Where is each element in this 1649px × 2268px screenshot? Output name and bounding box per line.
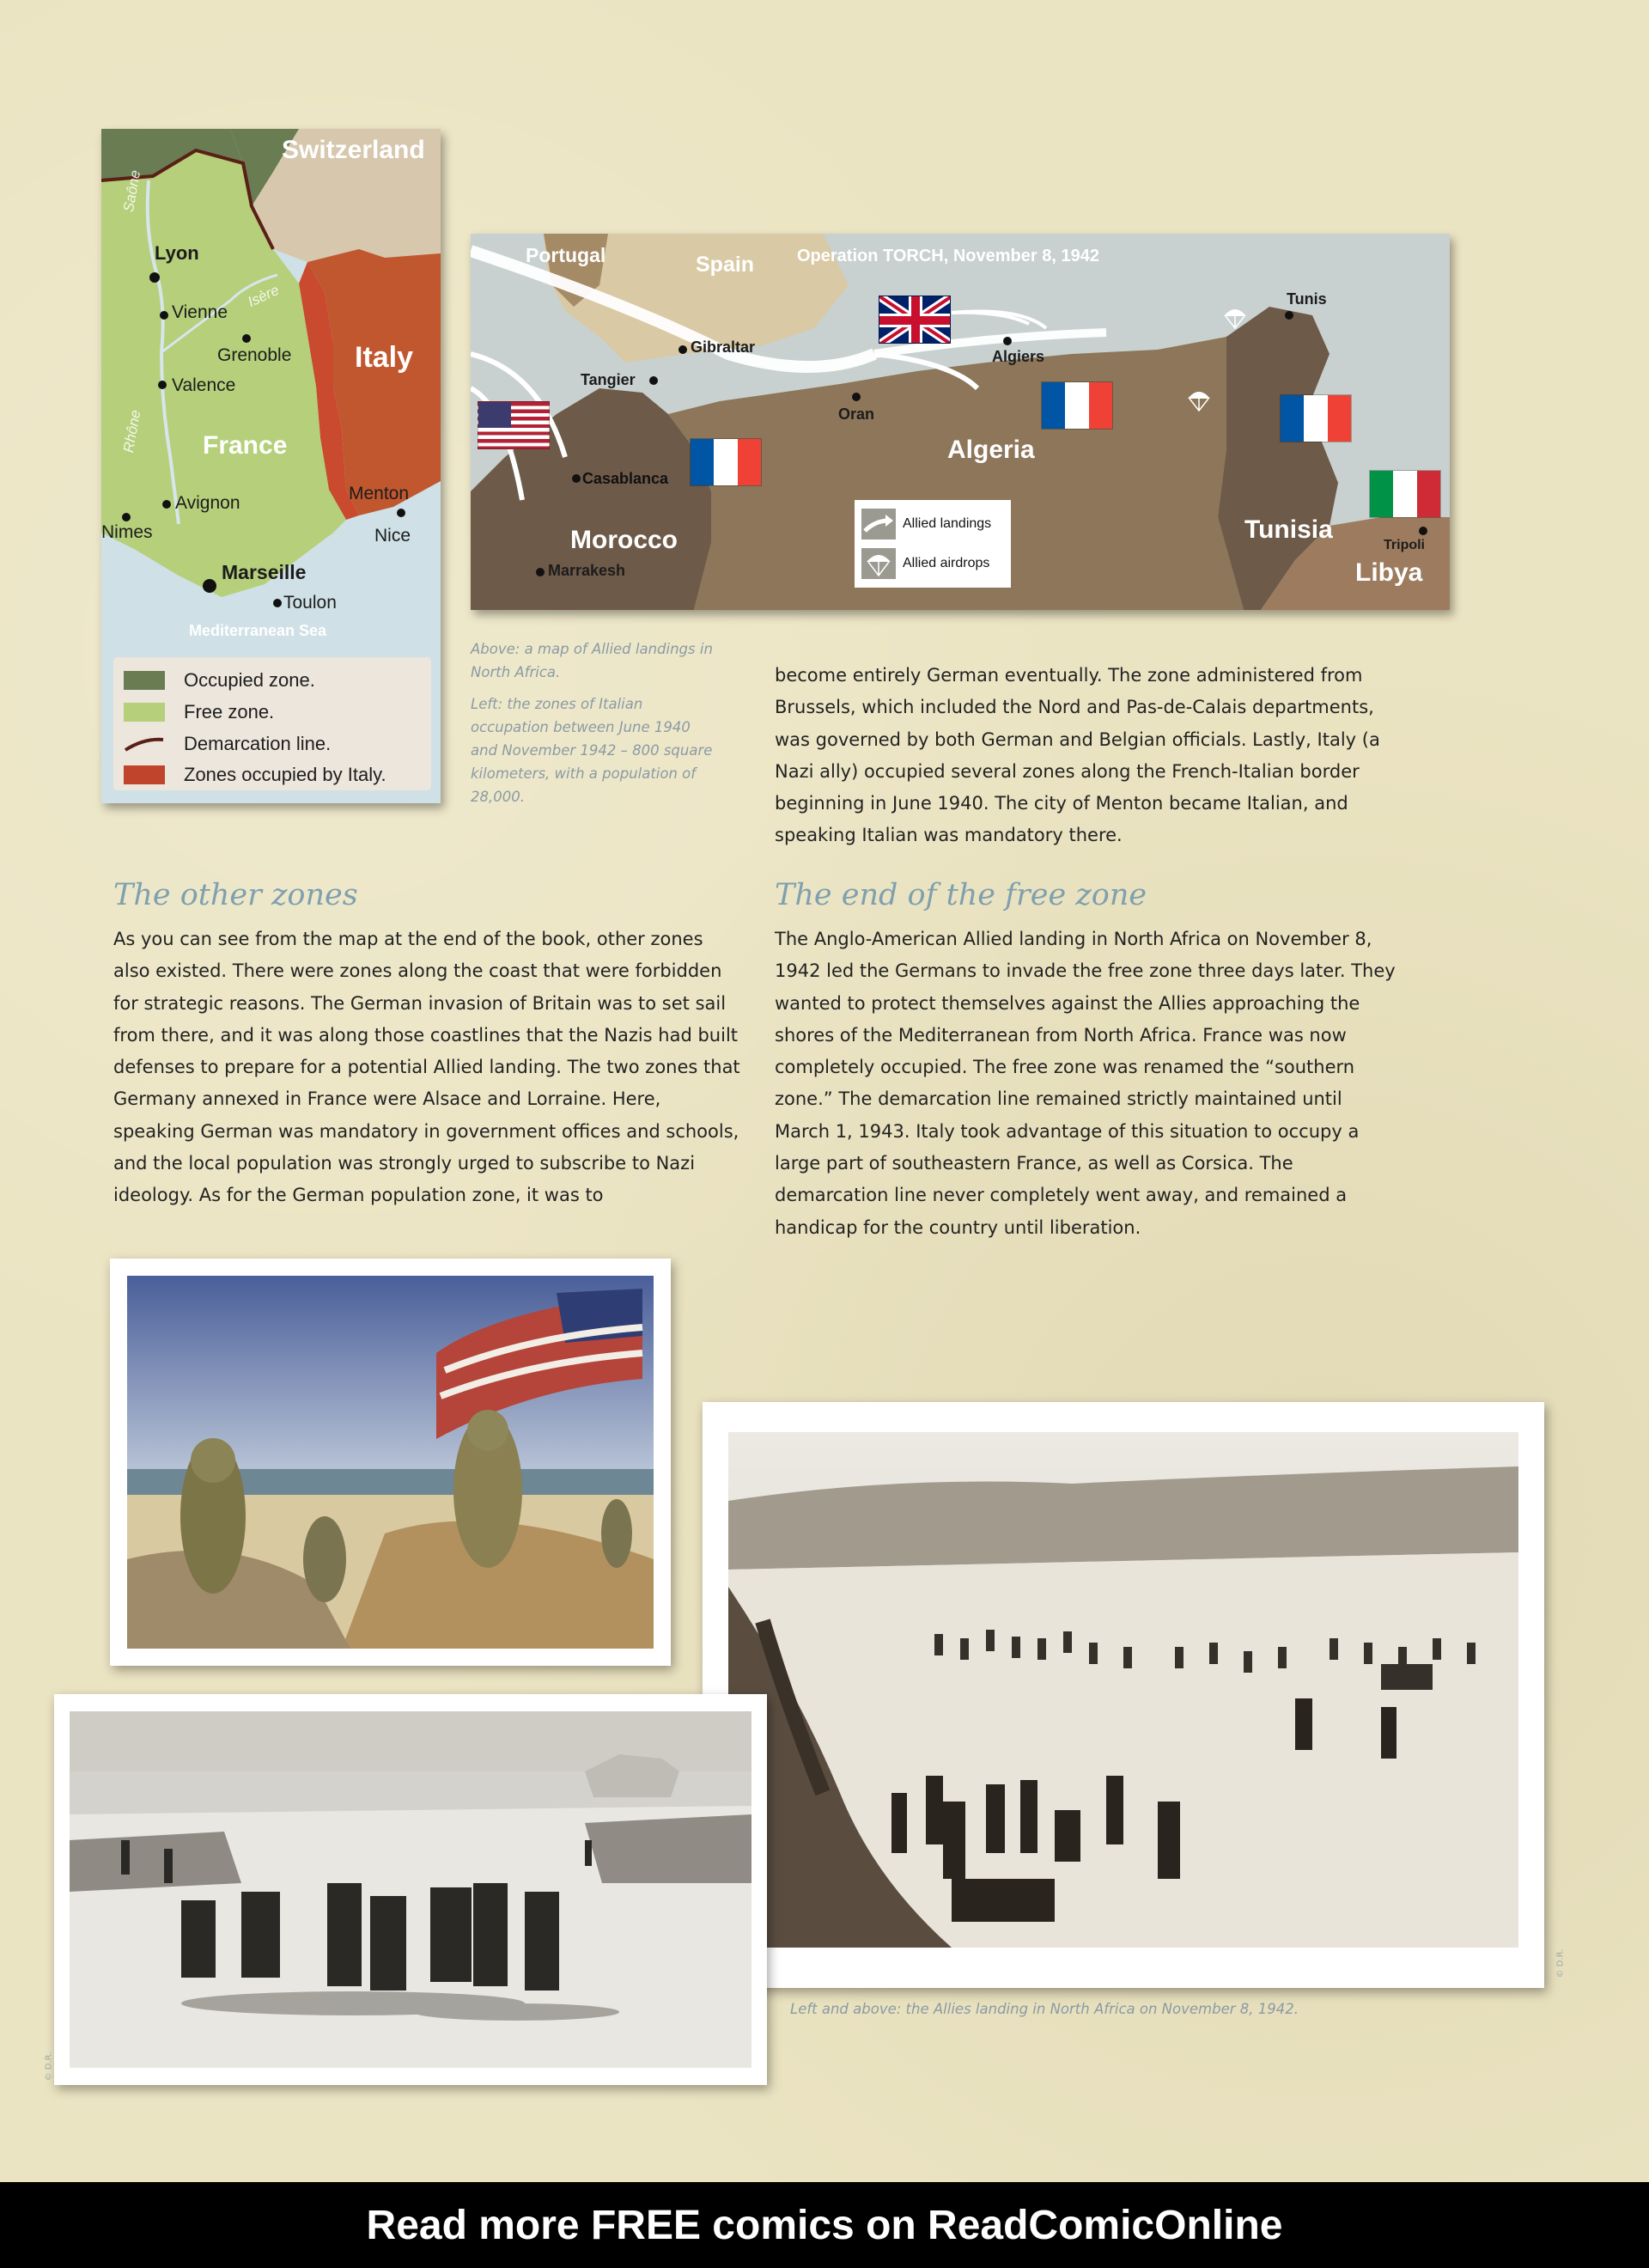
label-tripoli: Tripoli xyxy=(1384,538,1425,552)
label-valence: Valence xyxy=(172,375,236,395)
heading-other-zones: The other zones xyxy=(113,878,358,912)
city-dot-avignon xyxy=(162,500,171,509)
swatch-free xyxy=(124,703,165,722)
city-dot-marrakesh xyxy=(536,568,545,576)
label-morocco: Morocco xyxy=(570,526,678,554)
city-dot-oran xyxy=(852,393,861,401)
label-switzerland: Switzerland xyxy=(282,136,425,164)
label-oran: Oran xyxy=(838,405,875,423)
legend-label-occupied: Occupied zone. xyxy=(184,669,315,691)
legend-label-airdrops: Allied airdrops xyxy=(903,556,990,570)
label-libya: Libya xyxy=(1355,558,1423,587)
parachute-icon-2 xyxy=(1186,388,1212,414)
label-france: France xyxy=(203,431,288,460)
city-dot-tangier xyxy=(649,376,658,385)
landing-illustration xyxy=(127,1276,654,1649)
read-more-banner[interactable]: Read more FREE comics on ReadComicOnline xyxy=(0,2182,1649,2268)
city-dot-algiers xyxy=(1003,337,1012,345)
legend-item-demarcation xyxy=(124,731,331,757)
france-zones-map xyxy=(101,129,441,803)
north-africa-map xyxy=(471,234,1450,610)
credit-right: © D.R. xyxy=(1555,1948,1566,1978)
uk-flag-icon xyxy=(879,296,951,344)
label-marseille: Marseille xyxy=(222,561,307,583)
arrow-icon xyxy=(861,509,896,540)
caption-photos: Left and above: the Allies landing in North Africa on November 8, 1942. xyxy=(790,2001,1299,2017)
label-menton: Menton xyxy=(349,484,410,503)
label-nimes: Nimes xyxy=(101,522,153,542)
legend-label-demarcation: Demarcation line. xyxy=(184,733,332,754)
illustration-frame xyxy=(110,1259,671,1666)
free-french-flag-algeria-icon xyxy=(1041,381,1113,430)
france-map-legend xyxy=(113,657,431,790)
legend-item-occupied xyxy=(124,668,315,693)
wading-photo-frame xyxy=(54,1694,767,2085)
label-portugal: Portugal xyxy=(526,244,606,266)
city-dot-toulon xyxy=(273,599,282,607)
parachute-icon xyxy=(1222,306,1248,332)
label-algiers: Algiers xyxy=(992,348,1045,365)
label-rhone: Rhône xyxy=(120,408,144,454)
paragraph-end-free-zone: The Anglo-American Allied landing in North Africa on November 8, 1942 led the Germans to invade the free zone three days later. They wanted to protect themselves against the Allies approaching the shores of the Mediterranean from North Africa. France was now completely occupied. The free zone was renamed the “southern zone.” The demarcation line remained strictly maintained until March 1, 1943. Italy took advantage of this situation to occupy a large part of southeastern France, as well as Corsica. The demarcation line never completely went away, and remained a handicap for the country until liberation. xyxy=(775,929,1396,1238)
city-dot-vienne xyxy=(160,311,168,320)
free-french-flag-tunisia-icon xyxy=(1280,394,1352,442)
swatch-occupied xyxy=(124,671,165,690)
label-marrakesh: Marrakesh xyxy=(548,562,626,579)
legend-item-free xyxy=(124,699,274,725)
paragraph-other-zones: As you can see from the map at the end of the book, other zones also existed. There were zones along the coast that were forbidden for strategic reasons. The German invasion of Britain was to set sail from there, and it was along those coastlines that the Nazis had built defenses to prepare for a potential Allied landing. The two zones that Germany annexed in France were Alsace and Lorraine. Here, speaking German was mandatory in government offices and schools, and the local population was strongly urged to subscribe to Nazi ideology. As for the German population zone, it was to xyxy=(113,929,740,1206)
wading-soldiers-photo xyxy=(70,1711,751,2068)
beach-photo-frame xyxy=(703,1402,1544,1988)
label-nice: Nice xyxy=(374,526,411,546)
legend-label-landings: Allied landings xyxy=(903,516,992,531)
caption-above-map: Above: a map of Allied landings in North Africa. xyxy=(471,641,713,680)
city-dot-nimes xyxy=(122,513,131,521)
city-dot-gibraltar xyxy=(678,345,687,354)
label-casablanca: Casablanca xyxy=(582,470,669,487)
label-italy: Italy xyxy=(355,341,414,374)
city-dot-tunis xyxy=(1285,311,1293,320)
label-saone: Saône xyxy=(120,168,144,214)
beach-landing-photo xyxy=(728,1432,1518,1948)
us-flag-icon xyxy=(478,401,550,449)
city-dot-lyon xyxy=(149,272,160,283)
city-dot-tripoli xyxy=(1419,527,1427,535)
city-dot-casablanca xyxy=(572,474,581,483)
label-tunis: Tunis xyxy=(1287,290,1327,308)
swatch-demarcation xyxy=(124,735,165,753)
legend-item-landings xyxy=(861,507,991,541)
label-lyon: Lyon xyxy=(155,242,199,264)
legend-item-airdrops xyxy=(861,546,989,581)
city-dot-nice xyxy=(397,509,405,517)
label-avignon: Avignon xyxy=(175,493,240,513)
legend-item-italy xyxy=(124,762,386,788)
africa-map-legend xyxy=(855,500,1011,588)
legend-label-italy: Zones occupied by Italy. xyxy=(184,764,386,785)
label-tunisia: Tunisia xyxy=(1244,515,1333,544)
swatch-italy xyxy=(124,765,165,784)
map-title-operation-torch: Operation TORCH, November 8, 1942 xyxy=(797,247,1099,265)
free-french-flag-icon xyxy=(690,438,762,486)
label-tangier: Tangier xyxy=(581,371,636,388)
caption-left-map: Left: the zones of Italian occupation between June 1940 and November 1942 – 800 square kilometers, with a population of 28,000. xyxy=(471,696,713,805)
city-dot-grenoble xyxy=(242,334,251,343)
label-vienne: Vienne xyxy=(172,302,228,322)
city-dot-marseille xyxy=(203,579,216,593)
parachute-legend-icon xyxy=(861,548,896,579)
label-mediterranean-sea: Mediterranean Sea xyxy=(189,622,327,639)
label-spain: Spain xyxy=(696,253,755,277)
city-dot-valence xyxy=(158,381,167,389)
legend-label-free: Free zone. xyxy=(184,701,275,722)
continuation-paragraph: become entirely German eventually. The zone administered from Brussels, which included the Nord and Pas-de-Calais departments, was governed by both German and Belgian officials. Lastly, Italy (a Nazi ally) occupied several zones along the French-Italian border beginning in June 1940. The city of Menton became Italian, and speaking Italian was mandatory there. xyxy=(775,665,1380,846)
label-gibraltar: Gibraltar xyxy=(691,338,756,356)
label-toulon: Toulon xyxy=(283,593,337,613)
heading-end-free-zone: The end of the free zone xyxy=(775,878,1147,912)
italian-flag-icon xyxy=(1369,470,1441,518)
credit-left: © D.R. xyxy=(44,2052,54,2082)
label-grenoble: Grenoble xyxy=(217,345,292,365)
label-isere: Isère xyxy=(245,281,282,311)
label-algeria: Algeria xyxy=(947,436,1035,464)
